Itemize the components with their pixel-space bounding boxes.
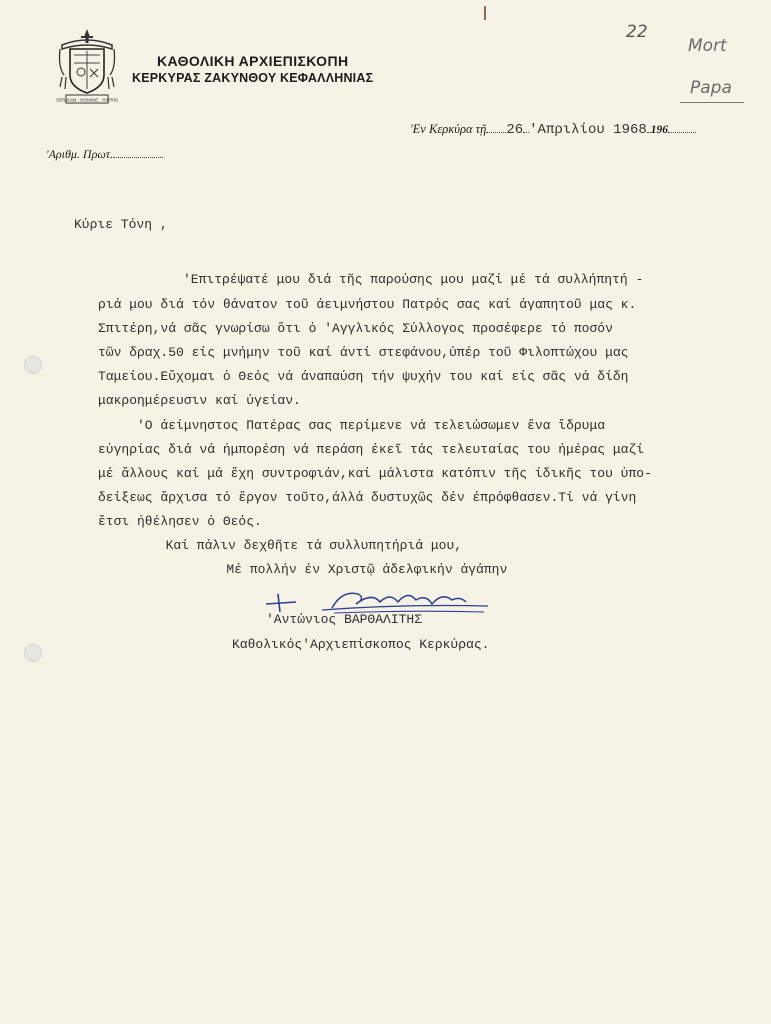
dateline-prefix: 'Εν Κερκύρα τῇ	[410, 122, 487, 136]
dateline-dots	[668, 132, 696, 133]
paper-mark	[484, 6, 486, 20]
letter-line: Σπιτέρη,νά σᾶς γνωρίσω ὅτι ὁ 'Αγγλικός Σύλλογος προσέφερε τό ποσόν	[98, 321, 613, 336]
letter-line: ριά μου διά τόν θάνατον τοῦ άειμνήστου Πατρός σας καί άγαπητοῦ μας κ.	[98, 297, 637, 312]
letterhead-title: ΚΑΘΟΛΙΚΗ ΑΡΧΙΕΠΙΣΚΟΠΗ	[157, 53, 349, 69]
dateline-suffix: 196	[650, 124, 669, 136]
letter-line: ἔτσι ἠθέλησεν ὁ Θεός.	[98, 514, 262, 529]
protocol-label: 'Αριθμ. Πρωτ.	[46, 147, 114, 161]
letterhead-subtitle: ΚΕΡΚΥΡΑΣ ΖΑΚΥΝΘΟΥ ΚΕΦΑΛΛΗΝΙΑΣ	[132, 71, 374, 85]
punch-hole	[24, 644, 42, 662]
handwritten-note-mort: Mort	[688, 36, 727, 56]
letter-line: δείξεως ἄρχισα τό ἔργον τοῦτο,άλλά δυστυχῶς δέν έπρόφθασεν.Τί νά γίνη	[98, 490, 637, 505]
letter-line: Καί πάλιν δεχθῆτε τά συλλυπητήριά μου,	[150, 538, 463, 553]
letter-line: 'Επιτρέψατέ μου διά τῆς παρούσης μου μαζί μέ τά συλλήπητή -	[144, 272, 644, 287]
crest-motto: SERVIAM · NOMINE · PATRIS	[56, 97, 118, 103]
letter-line: εὐγηρίας διά νά ἠμπορέση νά περάση έκεῖ τάς τελευταίας του ἡμέρας μαζί	[98, 442, 645, 457]
protocol-number	[46, 147, 163, 162]
dateline-day: 26	[506, 122, 524, 138]
archdiocese-crest-icon	[56, 27, 118, 105]
protocol-dots	[113, 157, 163, 158]
dateline-month-year: 'Απριλίου 1968	[529, 122, 647, 138]
dateline	[410, 122, 696, 138]
letter-line: Ταμείου.Εὔχομαι ὁ Θεός νά άναπαύση τήν ψυχήν του καί είς σᾶς νά δίδη	[98, 369, 629, 384]
letter-line: τῶν δραχ.50 είς μνήμην τοῦ καί άντί στεφάνου,ύπέρ τοῦ Φιλοπτώχου μας	[98, 345, 629, 360]
salutation: Κύριε Τόνη ,	[74, 217, 168, 232]
letter-line: μακροημέρευσιν καί ύγείαν.	[98, 393, 301, 408]
signatory-title: Καθολικός'Αρχιεπίσκοπος Κερκύρας.	[232, 637, 490, 652]
letter-line: 'Ο άείμνηστος Πατέρας σας περίμενε νά τελειώσωμεν ἕνα ἵδρυμα	[98, 418, 606, 433]
handwritten-note-papa: Papa	[690, 78, 732, 98]
letter-line: μέ ἄλλους καί μά ἔχη συντροφιάν,καί μάλιστα κατόπιν τῆς ίδικῆς του ὑπο-	[98, 466, 652, 481]
dateline-dots	[486, 132, 506, 133]
handwritten-number: 22	[626, 22, 648, 42]
signatory-name: 'Αντώνιος ΒΑΡΘΑΛΙΤΗΣ	[266, 612, 423, 627]
punch-hole	[24, 356, 42, 374]
letter-line: Μέ πολλήν έν Χριστῷ άδελφικήν άγάπην	[164, 562, 508, 577]
handwritten-underline	[680, 102, 744, 103]
